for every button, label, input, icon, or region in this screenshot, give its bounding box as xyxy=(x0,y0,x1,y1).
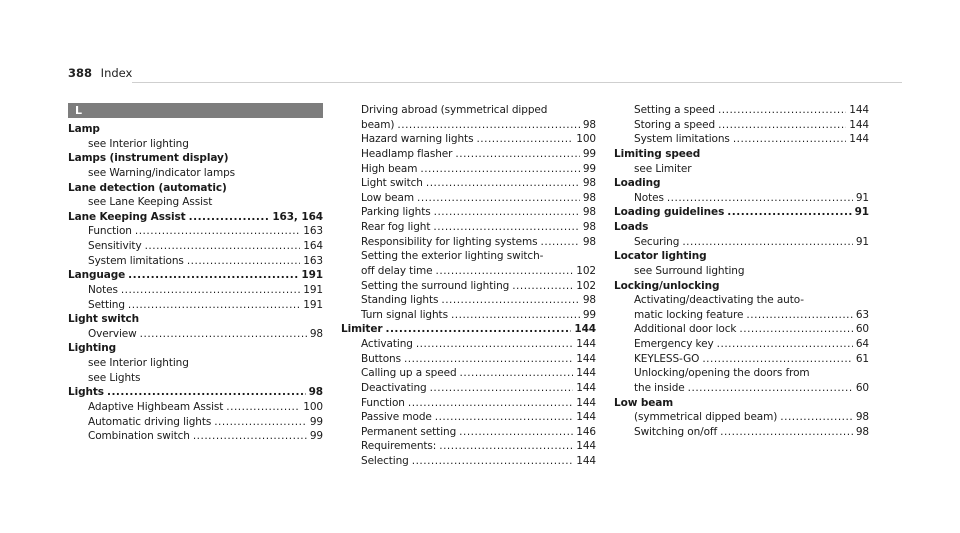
page-reference: 99 xyxy=(582,147,596,160)
page-reference: 64 xyxy=(855,338,869,350)
index-subentry xyxy=(341,103,596,118)
dot-leader xyxy=(189,210,270,225)
entry-text: see Interior lighting xyxy=(88,357,189,369)
header-rule xyxy=(132,82,902,83)
index-entry xyxy=(68,181,323,196)
index-entry xyxy=(341,322,596,337)
dot-leader xyxy=(688,381,853,396)
entry-text: Calling up a speed xyxy=(361,367,457,380)
index-entry xyxy=(614,279,869,294)
page-reference: 100 xyxy=(576,133,596,146)
index-subentry xyxy=(341,118,596,133)
index-subentry xyxy=(68,327,323,342)
entry-text: Setting the surround lighting xyxy=(361,279,510,292)
page-reference: 98 xyxy=(582,177,596,190)
index-subentry xyxy=(614,162,869,177)
entry-text: Sensitivity xyxy=(88,240,142,252)
index-subentry xyxy=(68,137,323,152)
entry-text: Loading guidelines xyxy=(614,206,725,219)
dot-leader xyxy=(420,162,579,177)
entry-text: Additional door lock xyxy=(634,323,737,336)
page-header xyxy=(68,66,132,80)
entry-text: Rear fog light xyxy=(361,221,431,233)
entry-text: Lighting xyxy=(68,342,117,355)
page-reference: 102 xyxy=(576,264,596,277)
entry-text: Selecting xyxy=(361,455,409,467)
entry-text: Storing a speed xyxy=(634,118,716,131)
index-subentry xyxy=(341,293,596,308)
entry-text: Locking/unlocking xyxy=(614,279,720,292)
index-subentry xyxy=(68,429,323,444)
index-entry xyxy=(614,205,869,220)
page-reference: 144 xyxy=(576,381,596,394)
index-subentry xyxy=(341,308,596,323)
entry-text: Activating/deactivating the auto- xyxy=(634,294,804,307)
dot-leader xyxy=(226,400,300,415)
entry-text: (symmetrical dipped beam) xyxy=(634,411,778,424)
entry-text: Securing xyxy=(634,235,680,248)
entry-text: off delay time xyxy=(361,264,433,277)
entry-text: Limiting speed xyxy=(614,147,701,160)
dot-leader xyxy=(733,132,846,147)
entry-text: Function xyxy=(361,396,405,409)
index-subentry xyxy=(68,371,323,386)
dot-leader xyxy=(433,220,579,235)
index-subentry xyxy=(68,254,323,269)
index-subentry xyxy=(614,381,869,396)
dot-leader xyxy=(128,298,300,313)
dot-leader xyxy=(128,268,298,283)
entry-text: Lane Keeping Assist xyxy=(68,210,186,223)
index-subentry xyxy=(614,191,869,206)
entry-text: see Warning/indicator lamps xyxy=(88,166,236,179)
entry-text: Language xyxy=(68,269,126,282)
index-subentry xyxy=(68,224,323,239)
entry-text: Driving abroad (symmetrical dipped xyxy=(361,104,548,116)
entry-text: Buttons xyxy=(361,352,401,365)
page-reference: 163 xyxy=(303,225,323,238)
entry-text: Switching on/off xyxy=(634,425,718,438)
dot-leader xyxy=(385,322,571,337)
entry-text: Limiter xyxy=(341,323,383,336)
page-reference: 98 xyxy=(582,118,596,131)
index-subentry xyxy=(614,293,869,308)
page-reference: 144 xyxy=(576,455,596,467)
index-subentry xyxy=(68,195,323,210)
entry-text: see Interior lighting xyxy=(88,137,189,150)
page-reference: 99 xyxy=(309,430,323,443)
dot-leader xyxy=(476,132,573,147)
page-reference: 100 xyxy=(303,400,323,413)
dot-leader xyxy=(720,425,853,440)
index-entry xyxy=(68,312,323,327)
index-subentry xyxy=(341,176,596,191)
dot-leader xyxy=(455,147,579,162)
entry-text: Locator lighting xyxy=(614,250,707,263)
entry-text: Turn signal lights xyxy=(361,308,448,321)
entry-text: Unlocking/opening the doors from xyxy=(634,367,810,380)
index-subentry xyxy=(341,279,596,294)
entry-text: Lane detection (automatic) xyxy=(68,181,227,194)
dot-leader xyxy=(460,366,574,381)
page-reference: 163 xyxy=(303,254,323,267)
index-entry xyxy=(68,268,323,283)
index-subentry xyxy=(341,147,596,162)
index-subentry xyxy=(341,191,596,206)
entry-text: Permanent setting xyxy=(361,425,457,438)
page-reference: 144 xyxy=(576,396,596,409)
index-subentry xyxy=(341,249,596,264)
dot-leader xyxy=(436,264,574,279)
dot-leader xyxy=(140,327,307,342)
index-entry xyxy=(614,147,869,162)
entry-text: Low beam xyxy=(614,396,674,409)
index-subentry xyxy=(68,283,323,298)
entry-text: Setting a speed xyxy=(634,104,715,116)
index-subentry xyxy=(68,400,323,415)
index-subentry xyxy=(341,366,596,381)
index-subentry xyxy=(614,118,869,133)
page-reference: 98 xyxy=(308,386,323,399)
dot-leader xyxy=(412,454,574,469)
page-reference: 144 xyxy=(576,352,596,365)
page-reference: 146 xyxy=(576,425,596,438)
page-reference: 144 xyxy=(849,118,869,131)
page-reference: 98 xyxy=(855,411,869,424)
page-reference: 144 xyxy=(849,104,869,116)
dot-leader xyxy=(214,415,307,430)
dot-leader xyxy=(451,308,580,323)
index-subentry xyxy=(341,352,596,367)
entry-text: High beam xyxy=(361,162,418,175)
entry-text: Combination switch xyxy=(88,430,190,443)
entry-text: Lamps (instrument display) xyxy=(68,152,229,165)
dot-leader xyxy=(667,191,853,206)
entry-text: see Surround lighting xyxy=(634,264,745,277)
dot-leader xyxy=(541,235,580,250)
entry-text: KEYLESS-GO xyxy=(634,352,700,365)
dot-leader xyxy=(746,308,852,323)
index-entry xyxy=(614,220,869,235)
page-reference: 191 xyxy=(303,283,323,296)
index-subentry xyxy=(341,337,596,352)
section-title: Index xyxy=(100,66,133,80)
index-subentry xyxy=(614,308,869,323)
index-entry xyxy=(614,249,869,264)
entry-text: Passive mode xyxy=(361,411,432,424)
page-reference: 91 xyxy=(855,191,869,204)
dot-leader xyxy=(435,410,574,425)
page-reference: 144 xyxy=(576,411,596,424)
index-subentry xyxy=(614,322,869,337)
dot-leader xyxy=(441,293,579,308)
index-subentry xyxy=(341,205,596,220)
index-subentry xyxy=(341,381,596,396)
entry-text: matic locking feature xyxy=(634,308,744,321)
entry-text: see Lights xyxy=(88,371,141,384)
dot-leader xyxy=(417,191,580,206)
entry-text: see Limiter xyxy=(634,162,692,175)
page-reference: 164 xyxy=(303,240,323,252)
index-subentry xyxy=(341,132,596,147)
dot-leader xyxy=(426,176,580,191)
page-reference: 102 xyxy=(576,279,596,292)
dot-leader xyxy=(430,381,574,396)
index-subentry xyxy=(341,425,596,440)
entry-text: System limitations xyxy=(634,133,730,146)
entry-text: the inside xyxy=(634,381,685,394)
dot-leader xyxy=(121,283,300,298)
page-reference: 144 xyxy=(576,440,596,453)
index-entry xyxy=(614,396,869,411)
dot-leader xyxy=(459,425,573,440)
dot-leader xyxy=(512,279,573,294)
entry-text: Parking lights xyxy=(361,206,431,219)
index-subentry xyxy=(614,352,869,367)
index-entry xyxy=(68,210,323,225)
index-subentry xyxy=(68,166,323,181)
dot-leader xyxy=(135,224,300,239)
index-subentry xyxy=(68,356,323,371)
index-subentry xyxy=(614,337,869,352)
letter-heading: L xyxy=(68,103,323,118)
entry-text: Responsibility for lighting systems xyxy=(361,235,538,248)
index-subentry xyxy=(341,439,596,454)
index-subentry xyxy=(68,298,323,313)
index-subentry xyxy=(614,264,869,279)
page-reference: 98 xyxy=(855,425,869,438)
dot-leader xyxy=(107,385,306,400)
entry-text: Setting the exterior lighting switch- xyxy=(361,250,544,263)
entry-text: Adaptive Highbeam Assist xyxy=(88,400,224,413)
dot-leader xyxy=(739,322,852,337)
dot-leader xyxy=(682,235,853,250)
page-reference: 144 xyxy=(849,133,869,146)
index-entry xyxy=(68,151,323,166)
page-reference: 98 xyxy=(582,191,596,204)
entry-text: Lights xyxy=(68,386,104,399)
page-reference: 98 xyxy=(582,206,596,219)
entry-text: Automatic driving lights xyxy=(88,415,212,428)
page-reference: 98 xyxy=(582,294,596,307)
index-subentry xyxy=(614,410,869,425)
index-subentry xyxy=(614,425,869,440)
index-entry xyxy=(68,385,323,400)
index-subentry xyxy=(341,220,596,235)
entry-text: Notes xyxy=(634,191,664,204)
entry-text: Emergency key xyxy=(634,338,714,350)
index-subentry xyxy=(68,415,323,430)
index-column-2 xyxy=(341,103,596,469)
dot-leader xyxy=(145,239,301,254)
index-subentry xyxy=(341,235,596,250)
page-reference: 99 xyxy=(582,162,596,175)
page-reference: 60 xyxy=(855,323,869,336)
entry-text: Setting xyxy=(88,298,125,311)
entry-text: Standing lights xyxy=(361,294,439,307)
index-subentry xyxy=(68,239,323,254)
entry-text: beam) xyxy=(361,118,395,131)
entry-text: Loads xyxy=(614,221,649,233)
dot-leader xyxy=(718,118,846,133)
page-reference: 99 xyxy=(309,415,323,428)
entry-text: Overview xyxy=(88,327,137,340)
index-column-1 xyxy=(68,103,323,444)
dot-leader xyxy=(397,118,579,133)
entry-text: Function xyxy=(88,225,132,238)
dot-leader xyxy=(717,337,853,352)
dot-leader xyxy=(416,337,573,352)
dot-leader xyxy=(187,254,300,269)
index-subentry xyxy=(614,103,869,118)
entry-text: Lamp xyxy=(68,123,100,135)
page-reference: 191 xyxy=(303,298,323,311)
dot-leader xyxy=(404,352,573,367)
index-entry xyxy=(68,122,323,137)
index-subentry xyxy=(341,162,596,177)
index-subentry xyxy=(341,396,596,411)
page-reference: 191 xyxy=(301,269,323,282)
entry-text: Activating xyxy=(361,338,413,350)
page-reference: 144 xyxy=(576,338,596,350)
entry-text: Headlamp flasher xyxy=(361,147,453,160)
page-reference: 99 xyxy=(582,308,596,321)
index-subentry xyxy=(614,235,869,250)
index-subentry xyxy=(341,410,596,425)
dot-leader xyxy=(727,205,851,220)
page-reference: 144 xyxy=(574,323,596,336)
page-reference: 61 xyxy=(855,352,869,365)
page-number: 388 xyxy=(68,66,93,80)
page-reference: 163, 164 xyxy=(272,210,323,223)
dot-leader xyxy=(702,352,853,367)
dot-leader xyxy=(193,429,307,444)
index-entry xyxy=(614,176,869,191)
index-subentry xyxy=(614,366,869,381)
index-subentry xyxy=(341,264,596,279)
index-entry xyxy=(68,341,323,356)
page-reference: 91 xyxy=(854,206,869,219)
page-reference: 98 xyxy=(309,327,323,340)
page-reference: 98 xyxy=(582,235,596,248)
entry-text: Light switch xyxy=(68,313,140,326)
page-reference: 63 xyxy=(855,308,869,321)
entry-text: Light switch xyxy=(361,177,423,190)
index-subentry xyxy=(341,454,596,469)
entry-text: System limitations xyxy=(88,254,184,267)
page-reference: 144 xyxy=(576,367,596,380)
entry-text: Requirements: xyxy=(361,440,437,453)
entry-text: Hazard warning lights xyxy=(361,133,474,146)
page-reference: 91 xyxy=(855,235,869,248)
entry-text: Notes xyxy=(88,283,118,296)
entry-text: see Lane Keeping Assist xyxy=(88,196,213,209)
dot-leader xyxy=(434,205,580,220)
dot-leader xyxy=(780,410,853,425)
page-reference: 98 xyxy=(582,221,596,233)
index-column-3 xyxy=(614,103,869,439)
entry-text: Loading xyxy=(614,177,661,190)
dot-leader xyxy=(439,439,573,454)
page-reference: 60 xyxy=(855,381,869,394)
dot-leader xyxy=(718,103,846,118)
index-subentry xyxy=(614,132,869,147)
entry-text: Deactivating xyxy=(361,381,427,394)
entry-text: Low beam xyxy=(361,191,415,204)
dot-leader xyxy=(408,396,573,411)
